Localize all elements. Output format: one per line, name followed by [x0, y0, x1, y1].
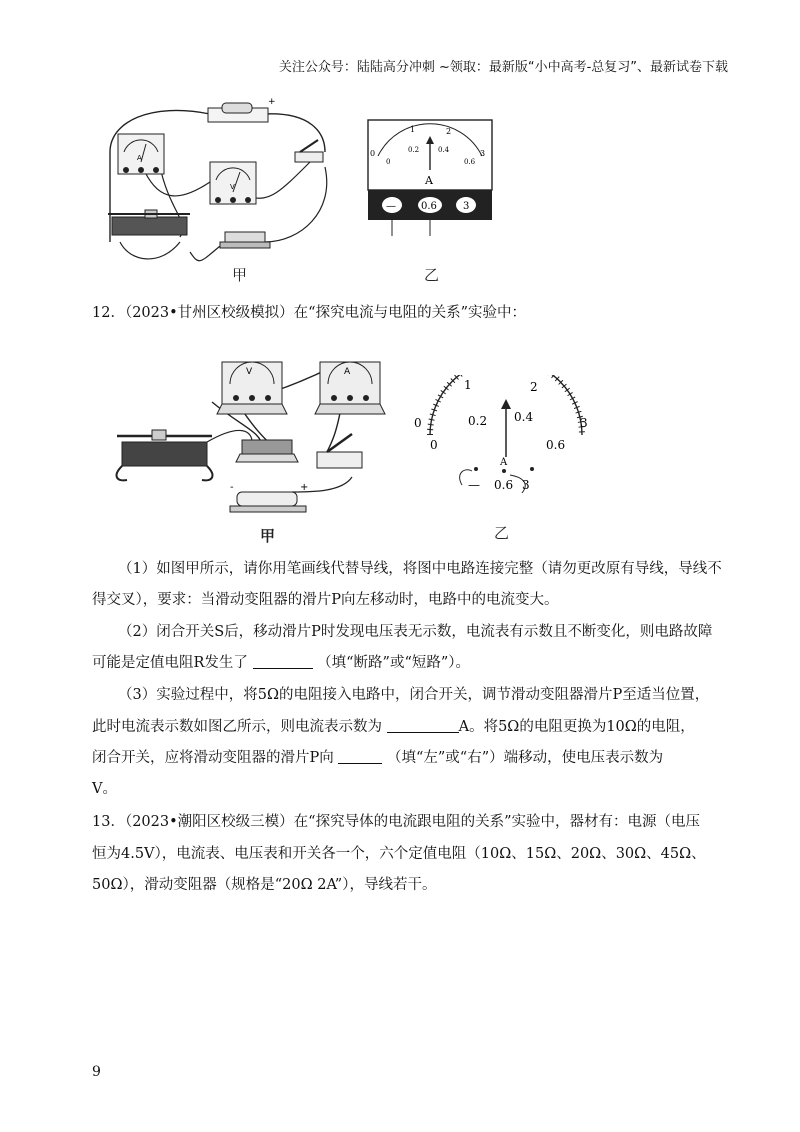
figure1-caption-yi: 乙: [424, 266, 440, 284]
circuit-diagram-1: [100, 92, 340, 272]
question-source: （2023•甘州区校级模拟）: [124, 305, 294, 321]
q12-part3-line4: V。: [92, 781, 117, 797]
terminal-0-6: 0.6: [494, 478, 514, 492]
tick-upper-3: 3: [480, 149, 486, 158]
question-number: 13．: [92, 814, 125, 830]
answer-blank[interactable]: [253, 654, 313, 669]
ammeter-label: A: [344, 367, 351, 377]
tick-upper-0: 0: [414, 416, 422, 430]
answer-blank[interactable]: [387, 718, 459, 733]
tick-lower-2: 0.4: [514, 410, 534, 424]
tick-lower-1: 0.2: [408, 146, 420, 154]
battery-plus-label: +: [268, 97, 276, 107]
battery-minus: -: [230, 482, 234, 493]
q12-part2-line1: （2）闭合开关S后，移动滑片P时发现电压表无示数，电流表有示数且不断变化，则电路故障: [118, 624, 713, 640]
text-segment: （填“左”或“右”）端移动，使电压表示数为: [386, 750, 664, 766]
q12-part3-line1: （3）实验过程中，将5Ω的电阻接入电路中，闭合开关，调节滑动变阻器滑片P至适当位置，: [118, 687, 710, 703]
question-number: 12．: [92, 305, 125, 321]
q12-part3-line2: [92, 718, 695, 736]
voltmeter-small-label: V: [230, 183, 235, 191]
text-segment: A。将5Ω的电阻更换为10Ω的电阻，: [458, 719, 695, 735]
terminal-minus: —: [386, 201, 396, 212]
question-stem: 在“探究电流与电阻的关系”实验中：: [293, 305, 526, 321]
ammeter-small-label: A: [137, 154, 142, 162]
question-13-line1: [92, 813, 700, 831]
text-segment: 此时电流表示数如图乙所示，则电流表示数为: [92, 719, 382, 735]
tick-lower-1: 0.2: [468, 414, 488, 428]
figure2-caption-jia: 甲: [260, 527, 276, 545]
q12-part2-line2: [92, 654, 470, 672]
page-number: 9: [92, 1064, 101, 1080]
terminal-0-6: 0.6: [421, 201, 437, 212]
question-13-line2: 恒为4.5V），电流表、电压表和开关各一个，六个定值电阻（10Ω、15Ω、20Ω、30Ω、45Ω、: [92, 846, 706, 862]
tick-lower-0: 0: [430, 438, 438, 452]
unit-label: A: [500, 457, 508, 468]
terminal-3: 3: [463, 201, 470, 212]
tick-lower-0: 0: [386, 158, 391, 166]
answer-blank[interactable]: [338, 749, 382, 764]
tick-upper-0: 0: [370, 149, 376, 158]
tick-lower-3: 0.6: [546, 438, 566, 452]
ammeter-dial-2: [410, 375, 600, 505]
text-segment: （填“断路”或“短路”）。: [317, 655, 471, 671]
tick-upper-2: 2: [530, 380, 538, 394]
battery-plus: +: [300, 482, 309, 493]
voltmeter-label: V: [246, 367, 253, 377]
tick-upper-1: 1: [464, 378, 472, 392]
tick-upper-1: 1: [410, 125, 416, 134]
tick-upper-3: 3: [580, 416, 588, 430]
tick-upper-2: 2: [446, 127, 452, 136]
figure1-caption-jia: 甲: [232, 266, 248, 284]
terminal-3: 3: [522, 478, 530, 492]
tick-lower-3: 0.6: [464, 158, 476, 166]
terminal-minus: —: [468, 478, 480, 492]
question-13-line3: 50Ω），滑动变阻器（规格是“20Ω 2A”），导线若干。: [92, 877, 437, 893]
unit-label: A: [425, 174, 433, 187]
text-segment: （2023•潮阳区校级三模）在“探究导体的电流跟电阻的关系”实验中，器材有：电源（电压: [124, 814, 700, 830]
text-segment: 闭合开关，应将滑动变阻器的滑片P向: [92, 750, 334, 766]
q12-part1-line2: 得交叉），要求：当滑动变阻器的滑片P向左移动时，电路中的电流变大。: [92, 592, 559, 608]
q12-part1-line1: （1）如图甲所示，请你用笔画线代替导线，将图中电路连接完整（请勿更改原有导线，导线不: [118, 561, 722, 577]
text-segment: 可能是定值电阻R发生了: [92, 655, 248, 671]
q12-part3-line3: [92, 749, 663, 767]
tick-lower-2: 0.4: [438, 146, 450, 154]
figure2-caption-yi: 乙: [494, 524, 510, 542]
circuit-diagram-2: [112, 352, 392, 522]
ammeter-dial-1: [366, 118, 496, 238]
page-header: 关注公众号：陆陆高分冲刺 ~领取：最新版“小中高考-总复习”、最新试卷下载: [278, 60, 728, 75]
question-12-heading: [92, 304, 526, 322]
